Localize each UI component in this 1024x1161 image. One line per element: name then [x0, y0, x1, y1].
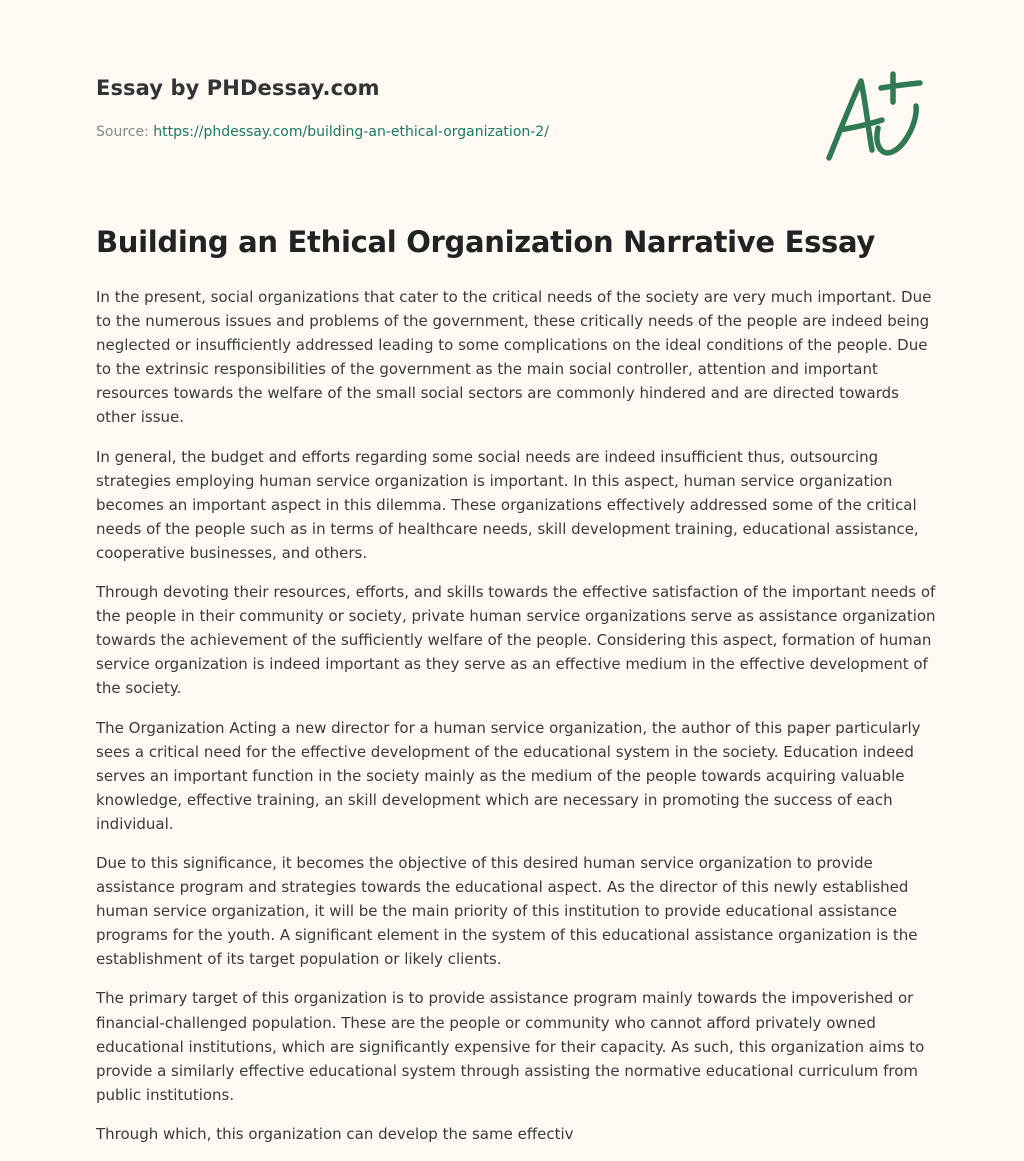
essay-paragraph: The primary target of this organization is to provide assistance program mainly towards the impoverished or financial-challenged population. These are the people or community who cannot afford privately owned educational institutions, which are significantly expensive for their capacity. As such, this organization aims to provide a similarly effective educational system through assisting the normative educational curriculum from public institutions. [96, 989, 925, 1104]
essay-paragraph: In the present, social organizations that cater to the critical needs of the society are very much important. Due to the numerous issues and problems of the government, these critically needs of the people are indeed being neglected or insufficiently addressed leading to some complications on the ideal conditions of the people. Due to the extrinsic responsibilities of the government as the main social controller, attention and important resources towards the welfare of the small social sectors are commonly hindered and are directed towards other issue. [96, 288, 932, 427]
essay-paragraph: Due to this significance, it becomes the objective of this desired human service organization to provide assistance program and strategies towards the educational aspect. As the director of this newly established human service organization, it will be the main priority of this institution to provide educational assistance programs for the youth. A significant element in the system of this educational assistance organization is the establishment of its target population or likely clients. [96, 853, 918, 969]
essay-body [96, 285, 936, 1161]
site-title: Essay by PHDessay.com [96, 76, 380, 100]
source-line [96, 124, 549, 140]
page-header [96, 0, 928, 180]
essay-paragraph: Through which, this organization can develop the same effectiv [96, 1124, 574, 1143]
essay-title: Building an Ethical Organization Narrative Essay [96, 225, 875, 259]
essay-paragraph: Through devoting their resources, efforts, and skills towards the effective satisfaction of the important needs of the people in their community or society, private human service organizations serve as assistance organization towards the achievement of the sufficiently welfare of the people. Considering this aspect, formation of human service organization is indeed important as they serve as an effective medium in the effective development of the society. [96, 583, 936, 698]
source-link[interactable]: https://phdessay.com/building-an-ethical-organization-2/ [153, 124, 549, 140]
essay-paragraph: In general, the budget and efforts regarding some social needs are indeed insufficient thus, outsourcing strategies employing human service organization is important. In this aspect, human service organization becomes an important aspect in this dilemma. These organizations effectively addressed some of the critical needs of the people such as in terms of healthcare needs, skill development training, educational assistance, cooperative businesses, and others. [96, 447, 919, 562]
essay-paragraph: The Organization Acting a new director for a human service organization, the author of this paper particularly sees a critical need for the effective development of the educational system in the society. Education indeed serves an important function in the society mainly as the medium of the people towards acquiring valuable knowledge, effective training, an skill development which are necessary in promoting the success of each individual. [96, 718, 921, 833]
source-label: Source: [96, 124, 154, 140]
a-plus-logo-icon [826, 70, 926, 162]
